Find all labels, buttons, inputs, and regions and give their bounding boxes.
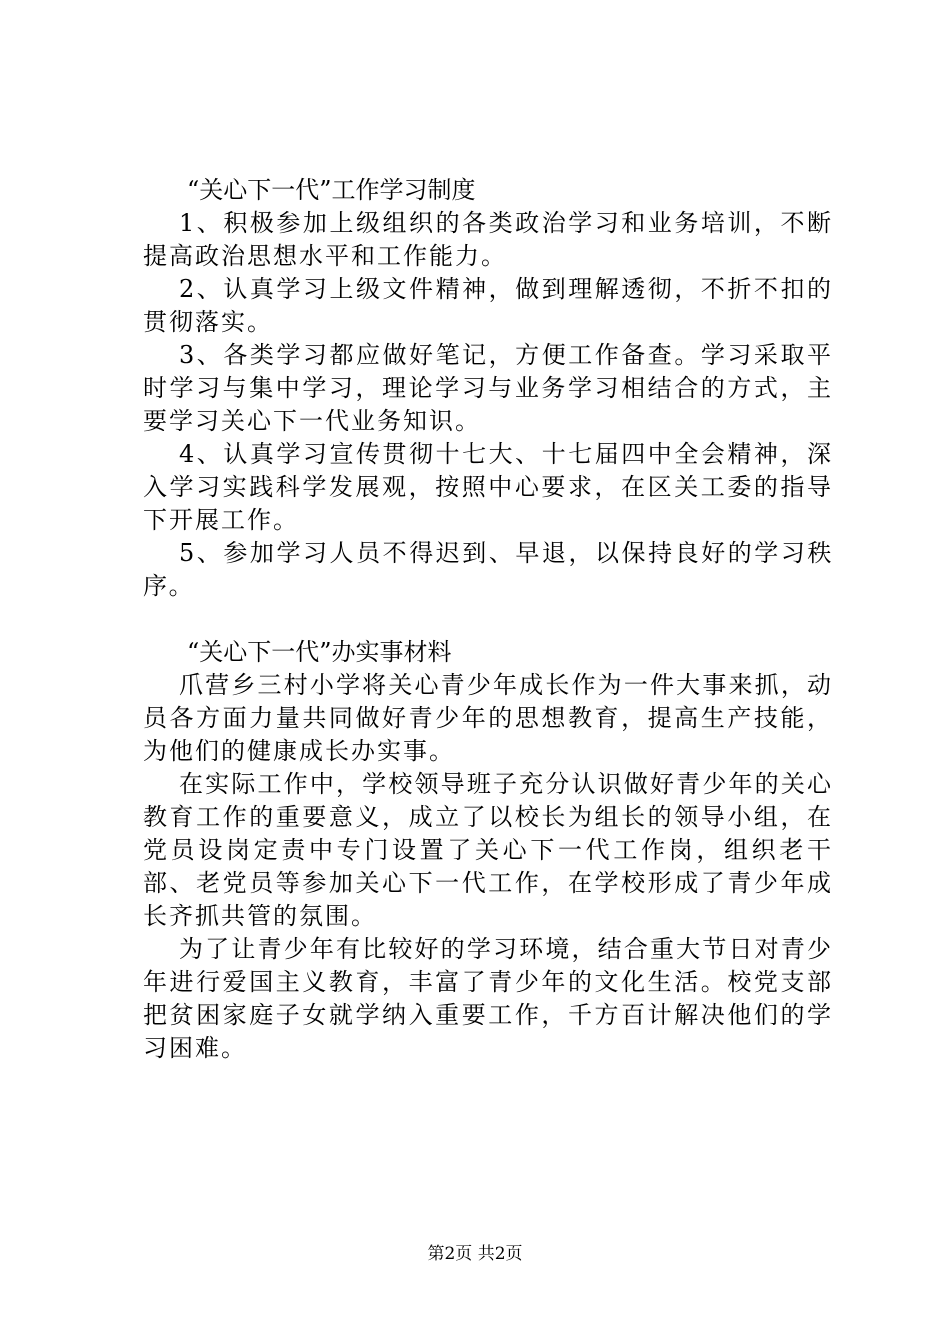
paragraph: 1、积极参加上级组织的各类政治学习和业务培训，不断提高政治思想水平和工作能力。 bbox=[143, 209, 833, 270]
document-body bbox=[143, 174, 833, 1065]
section-title-practical-matters: “关心下一代”办实事材料 bbox=[187, 638, 452, 666]
paragraph: 2、认真学习上级文件精神，做到理解透彻，不折不扣的贯彻落实。 bbox=[143, 275, 833, 336]
section-spacer bbox=[143, 603, 833, 636]
paragraph: 4、认真学习宣传贯彻十七大、十七届四中全会精神，深入学习实践科学发展观，按照中心要求，在区关工委的指导下开展工作。 bbox=[143, 440, 833, 534]
section-title-study-rules: “关心下一代”工作学习制度 bbox=[187, 176, 476, 204]
paragraph: 爪营乡三村小学将关心青少年成长作为一件大事来抓，动员各方面力量共同做好青少年的思想教育，提高生产技能，为他们的健康成长办实事。 bbox=[143, 671, 833, 765]
paragraph: 为了让青少年有比较好的学习环境，结合重大节日对青少年进行爱国主义教育，丰富了青少年的文化生活。校党支部把贫困家庭子女就学纳入重要工作，千方百计解决他们的学习困难。 bbox=[143, 935, 833, 1062]
paragraph: 3、各类学习都应做好笔记，方便工作备查。学习采取平时学习与集中学习，理论学习与业务学习相结合的方式，主要学习关心下一代业务知识。 bbox=[143, 341, 833, 435]
page-footer: 第2页 共2页 bbox=[427, 1244, 523, 1264]
paragraph: 5、参加学习人员不得迟到、早退，以保持良好的学习秩序。 bbox=[143, 539, 833, 600]
paragraph: 在实际工作中，学校领导班子充分认识做好青少年的关心教育工作的重要意义，成立了以校长为组长的领导小组，在党员设岗定责中专门设置了关心下一代工作岗，组织老干部、老党员等参加关心下一代工作，在学校形成了青少年成长齐抓共管的氛围。 bbox=[143, 770, 833, 930]
